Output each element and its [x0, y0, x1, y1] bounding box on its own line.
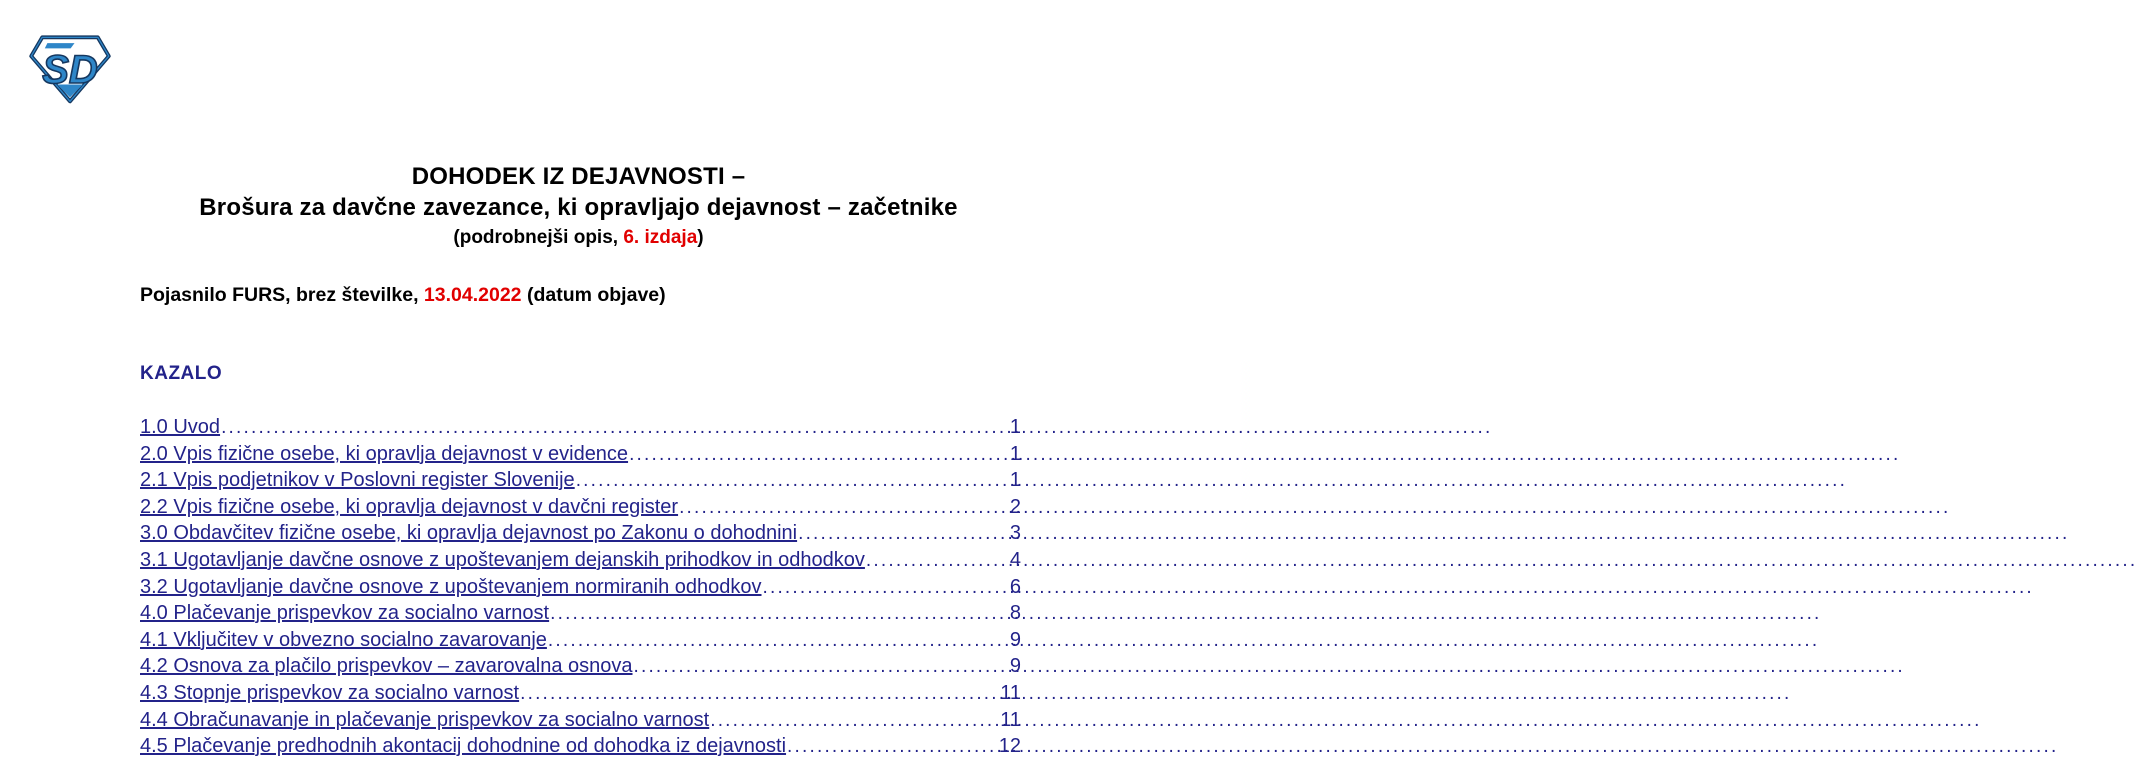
publish-date: 13.04.2022	[423, 284, 522, 306]
toc-link[interactable]: 1.0 Uvod	[140, 416, 221, 438]
publication-note	[140, 284, 666, 307]
toc-row	[140, 600, 1021, 627]
toc-dot-leader	[679, 494, 1009, 522]
toc-link[interactable]: 4.5 Plačevanje predhodnih akontacij dohodnine od dohodka iz dejavnosti	[140, 735, 787, 758]
toc-page-number: 8	[1009, 602, 1021, 625]
toc-row	[140, 467, 1021, 494]
title-line-2: Brošura za davčne zavezance, ki opravljajo dejavnost – začetnike	[199, 194, 958, 221]
toc-link[interactable]: 3.0 Obdavčitev fizične osebe, ki opravlja dejavnost po Zakonu o dohodnini	[140, 522, 798, 545]
toc-link[interactable]: 2.2 Vpis fizične osebe, ki opravlja dejavnost v davčni register	[140, 495, 679, 518]
toc-row	[140, 547, 1021, 574]
toc-link[interactable]: 3.1 Ugotavljanje davčne osnove z upoštevanjem dejanskih prihodkov in odhodkov	[140, 548, 865, 571]
toc-page-number: 11	[1000, 681, 1021, 704]
toc-link[interactable]: 4.4 Obračunavanje in plačevanje prispevkov za socialno varnost	[140, 708, 710, 731]
toc-row	[140, 680, 1021, 707]
toc-row	[140, 707, 1021, 734]
edition-number: 6. izdaja	[623, 227, 698, 248]
subtitle-suffix: )	[697, 227, 704, 248]
toc-dot-leader	[548, 627, 1009, 655]
toc-dot-leader	[634, 653, 1009, 681]
toc-page-number: 11	[1000, 708, 1021, 731]
toc-dot-leader	[763, 574, 1009, 602]
toc-page-number: 2	[1009, 495, 1021, 518]
toc-dot-leader	[520, 680, 999, 708]
toc-page-number: 9	[1009, 628, 1021, 651]
toc-row	[140, 441, 1021, 468]
toc-page-number: 12	[998, 735, 1021, 758]
toc-row	[140, 414, 1021, 441]
toc-page-number: 4	[1009, 548, 1021, 571]
title-subtitle	[0, 224, 1157, 251]
toc-dot-leader	[798, 520, 1009, 548]
toc-row	[140, 733, 1021, 760]
sd-logo-graphic	[28, 30, 112, 108]
subtitle-prefix: (podrobnejši opis,	[453, 227, 624, 248]
note-suffix: (datum objave)	[521, 284, 666, 306]
toc-dot-leader	[576, 467, 1009, 495]
logo-stripe	[45, 43, 75, 48]
toc-page-number: 6	[1009, 575, 1021, 598]
toc-row	[140, 494, 1021, 521]
toc-dot-leader	[787, 733, 998, 761]
toc-link[interactable]: 4.0 Plačevanje prispevkov za socialno varnost	[140, 602, 550, 625]
toc-page-number: 1	[1009, 416, 1021, 438]
toc-link[interactable]: 4.1 Vključitev v obvezno socialno zavarovanje	[140, 628, 547, 651]
logo-letters: SD	[42, 48, 98, 93]
toc-list	[140, 414, 1021, 760]
toc-heading: KAZALO	[140, 363, 223, 384]
toc-row	[140, 574, 1021, 601]
toc-page-number: 1	[1009, 469, 1021, 492]
note-prefix: Pojasnilo FURS, brez številke,	[140, 284, 424, 306]
toc-link[interactable]: 2.0 Vpis fizične osebe, ki opravlja dejavnost v evidence	[140, 442, 629, 465]
toc-page-number: 9	[1009, 655, 1021, 678]
toc-dot-leader	[629, 441, 1009, 469]
toc-page-number: 3	[1009, 522, 1021, 545]
toc-page-number: 1	[1009, 442, 1021, 465]
toc-dot-leader	[221, 414, 1009, 442]
toc-link[interactable]: 4.2 Osnova za plačilo prispevkov – zavarovalna osnova	[140, 655, 633, 678]
sd-logo	[28, 30, 112, 108]
toc-row	[140, 627, 1021, 654]
toc-link[interactable]: 4.3 Stopnje prispevkov za socialno varnost	[140, 681, 520, 704]
toc-row	[140, 653, 1021, 680]
toc-link[interactable]: 3.2 Ugotavljanje davčne osnove z upoštevanjem normiranih odhodkov	[140, 575, 762, 598]
toc-row	[140, 520, 1021, 547]
title-line-1: DOHODEK IZ DEJAVNOSTI –	[411, 163, 746, 190]
toc-dot-leader	[710, 707, 999, 735]
document-title	[0, 161, 1157, 251]
toc-link[interactable]: 2.1 Vpis podjetnikov v Poslovni register Slovenije	[140, 469, 575, 492]
toc-dot-leader	[866, 547, 1009, 575]
toc-dot-leader	[550, 600, 1009, 628]
